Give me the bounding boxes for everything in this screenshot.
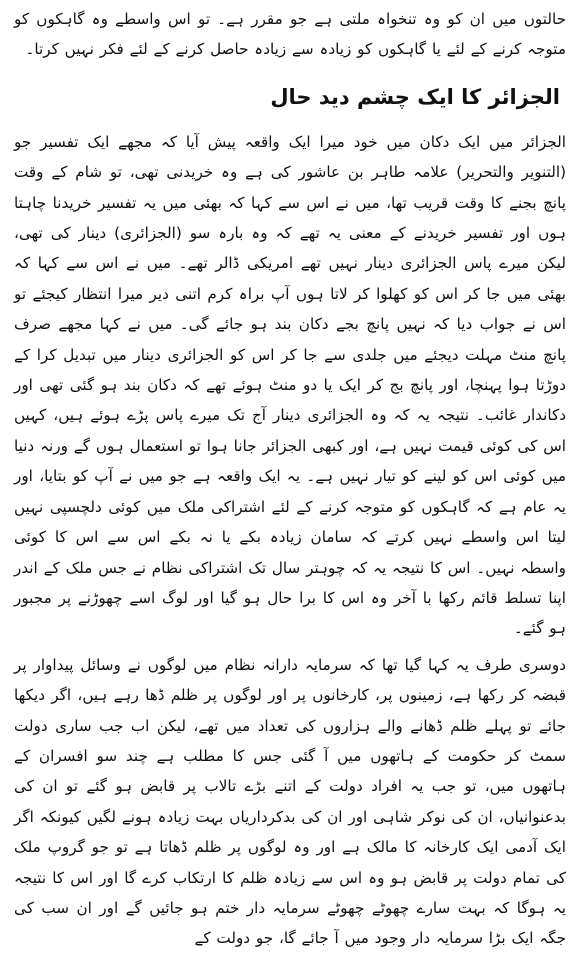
opening-paragraph: حالتوں میں ان کو وہ تنخواہ ملتی ہے جو مقرر ہے۔ تو اس واسطے وہ گاہکوں کو متوجہ کرنے کے لئے یا گاہکوں کو زیادہ سے زیادہ حاصل کرنے کے لئے فکر نہیں کرتا۔ xyxy=(14,10,566,59)
algeria-anecdote-paragraph: الجزائر میں ایک دکان میں خود میرا ایک واقعہ پیش آیا کہ مجھے ایک تفسیر جو (التنویر والتحریر) علامہ طاہر بن عاشور کی ہے وہ خریدنی تھی، تو شام کے وقت پانچ بجنے کا وقت قریب تھا، میں نے اس سے کہا کہ بھئی میں یہ تفسیر خریدنا چاہتا ہوں اور تفسیر خریدنے کے معنی یہ تھے کہ وہ بارہ سو (الجزائری) دینار کی تھی، لیکن میرے پاس الجزائری دینار نہیں تھے امریکی ڈالر تھے۔ میں نے اس سے کہا کہ بھئی میں جا کر اس کو کھلوا کر لاتا ہوں آپ براہ کرم اتنی دیر میرا انتظار کیجئے تو اس نے جواب دیا کہ نہیں پانچ بجے دکان بند ہو جائے گی۔ میں نے کہا مجھے صرف پانچ منٹ مہلت دیجئے میں جلدی سے جا کر اس کو الجزائری دینار میں تبدیل کرا کے دوڑتا ہوا پہنچا، اور پانچ بج کر ایک یا دو منٹ ہوئے تھے کہ دکان بند ہو گئی تھی اور دکاندار غائب۔ نتیجہ یہ کہ وہ الجزائری دینار آج تک میرے پاس پڑے ہوئے ہیں، کہیں اس کی کوئی قیمت نہیں ہے، اور کبھی الجزائر جانا ہوا تو استعمال ہوں گے ورنہ دنیا میں کوئی اس کو لینے کو تیار نہیں ہے۔ یہ ایک واقعہ ہے جو میں نے آپ کو بتایا، اور یہ عام ہے کہ گاہکوں کو متوجہ کرنے کے لئے اشتراکی ملک میں کوئی دلچسپی نہیں لیتا اس واسطے نہیں کرتے کہ سامان زیادہ بکے یا نہ بکے اس سے اس کا کوئی واسطہ نہیں۔ اس کا نتیجہ یہ کہ چوہتر سال تک اشتراکی نظام نے جس ملک کے اندر اپنا تسلط قائم رکھا با آخر وہ اس کا برا حال ہو گیا اور لوگ اسے چھوڑنے پر مجبور ہو گئے۔ xyxy=(14,132,566,638)
section-heading: الجزائر کا ایک چشم دید حال xyxy=(270,84,560,109)
capitalism-critique-paragraph: دوسری طرف یہ کہا گیا تھا کہ سرمایہ دارانہ نظام میں لوگوں نے وسائل پیداوار پر قبضہ کر رکھا ہے، زمینوں پر، کارخانوں پر اور لوگوں پر ظلم ڈھا رہے ہیں، اگر دیکھا جائے تو پہلے ظلم ڈھانے والے ہزاروں کی تعداد میں تھے، لیکن اب جب ساری دولت سمٹ کر حکومت کے ہاتھوں میں آ گئی جس کا مطلب ہے چند سو افسران کے ہاتھوں میں، تو جب یہ افراد دولت کے اتنے بڑے تالاب پر قابض ہو گئے تو ان کی بدعنوانیاں، ان کی نوکر شاہی اور ان کی بدکرداریاں بہت زیادہ ہونے لگیں کیونکہ اگر ایک آدمی ایک کارخانہ کا مالک ہے اور وہ لوگوں پر ظلم ڈھاتا ہے تو جو گروپ ملک کی تمام دولت پر قابض ہو وہ اس سے زیادہ ظلم کا ارتکاب کرے گا اور اس کا نتیجہ یہ ہوگا کہ بہت سارے چھوٹے چھوٹے سرمایہ دار ختم ہو جائیں گے اور ان سب کی جگہ ایک بڑا سرمایہ دار وجود میں آ جائے گا، جو دولت کے xyxy=(14,655,566,948)
